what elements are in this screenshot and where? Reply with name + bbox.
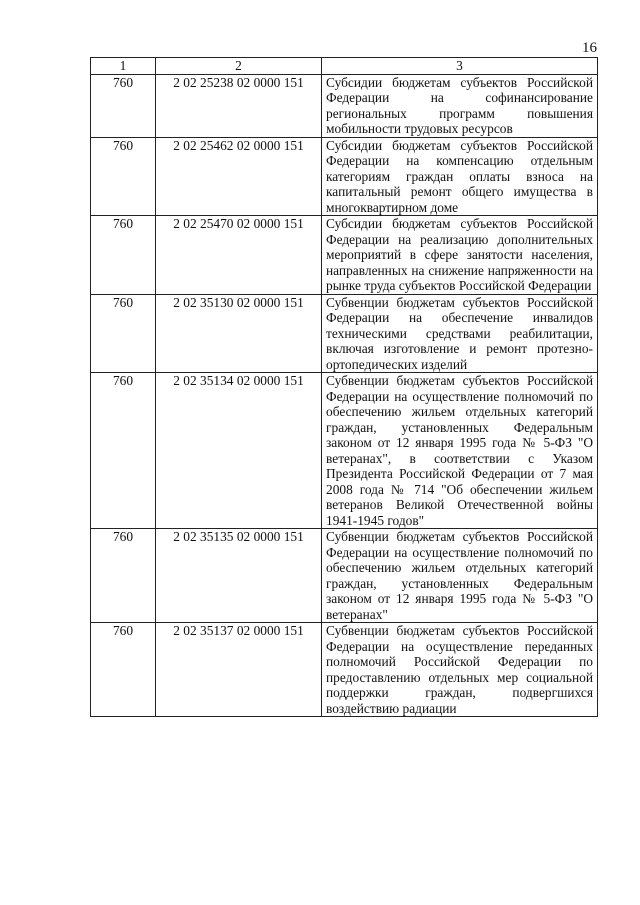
table-row [91, 294, 598, 373]
header-row [91, 58, 598, 75]
description-cell: Субвенции бюджетам субъектов Российской Федерации на осуществление полномочий по обеспечению жильем отдельных категорий граждан, установленных Федеральным законом от 12 января 1995 года № 5-ФЗ "О ветеранах" [322, 529, 598, 623]
admin-code-cell: 760 [91, 294, 156, 373]
description-cell: Субсидии бюджетам субъектов Российской Федерации на реализацию дополнительных мероприятий в сфере занятости населения, направленных на снижение напряженности на рынке труда субъектов Российской Федерации [322, 216, 598, 295]
header-column-1: 1 [91, 58, 156, 75]
description-cell: Субвенции бюджетам субъектов Российской Федерации на обеспечение инвалидов техническими средствами реабилитации, включая изготовление и ремонт протезно-ортопедических изделий [322, 294, 598, 373]
table-row [91, 74, 598, 137]
budget-code-cell: 2 02 35130 02 0000 151 [156, 294, 322, 373]
header-column-3: 3 [322, 58, 598, 75]
admin-code-cell: 760 [91, 216, 156, 295]
budget-code-cell: 2 02 35134 02 0000 151 [156, 373, 322, 529]
table-row [91, 373, 598, 529]
budget-code-cell: 2 02 35137 02 0000 151 [156, 623, 322, 717]
table-header [91, 58, 598, 75]
admin-code-cell: 760 [91, 623, 156, 717]
admin-code-cell: 760 [91, 529, 156, 623]
description-cell: Субсидии бюджетам субъектов Российской Федерации на софинансирование региональных программ повышения мобильности трудовых ресурсов [322, 74, 598, 137]
table-row [91, 623, 598, 717]
budget-code-cell: 2 02 25238 02 0000 151 [156, 74, 322, 137]
table-body [91, 74, 598, 717]
admin-code-cell: 760 [91, 137, 156, 216]
description-cell: Субвенции бюджетам субъектов Российской Федерации на осуществление полномочий по обеспечению жильем отдельных категорий граждан, установленных Федеральным законом от 12 января 1995 года № 5-ФЗ "О ветеранах", в соответствии с Указом Президента Российской Федерации от 7 мая 2008 года № 714 "Об обеспечении жильем ветеранов Великой Отечественной войны 1941-1945 годов" [322, 373, 598, 529]
header-column-2: 2 [156, 58, 322, 75]
revenue-classification-table [90, 57, 598, 717]
table-row [91, 137, 598, 216]
table-row [91, 216, 598, 295]
admin-code-cell: 760 [91, 373, 156, 529]
page-number: 16 [582, 40, 597, 56]
budget-code-cell: 2 02 25470 02 0000 151 [156, 216, 322, 295]
description-cell: Субсидии бюджетам субъектов Российской Федерации на компенсацию отдельным категориям граждан оплаты взноса на капитальный ремонт общего имущества в многоквартирном доме [322, 137, 598, 216]
table-row [91, 529, 598, 623]
description-cell: Субвенции бюджетам субъектов Российской Федерации на осуществление переданных полномочий Российской Федерации по предоставлению отдельных мер социальной поддержки граждан, подвергшихся воздействию радиации [322, 623, 598, 717]
budget-code-cell: 2 02 25462 02 0000 151 [156, 137, 322, 216]
admin-code-cell: 760 [91, 74, 156, 137]
budget-code-cell: 2 02 35135 02 0000 151 [156, 529, 322, 623]
